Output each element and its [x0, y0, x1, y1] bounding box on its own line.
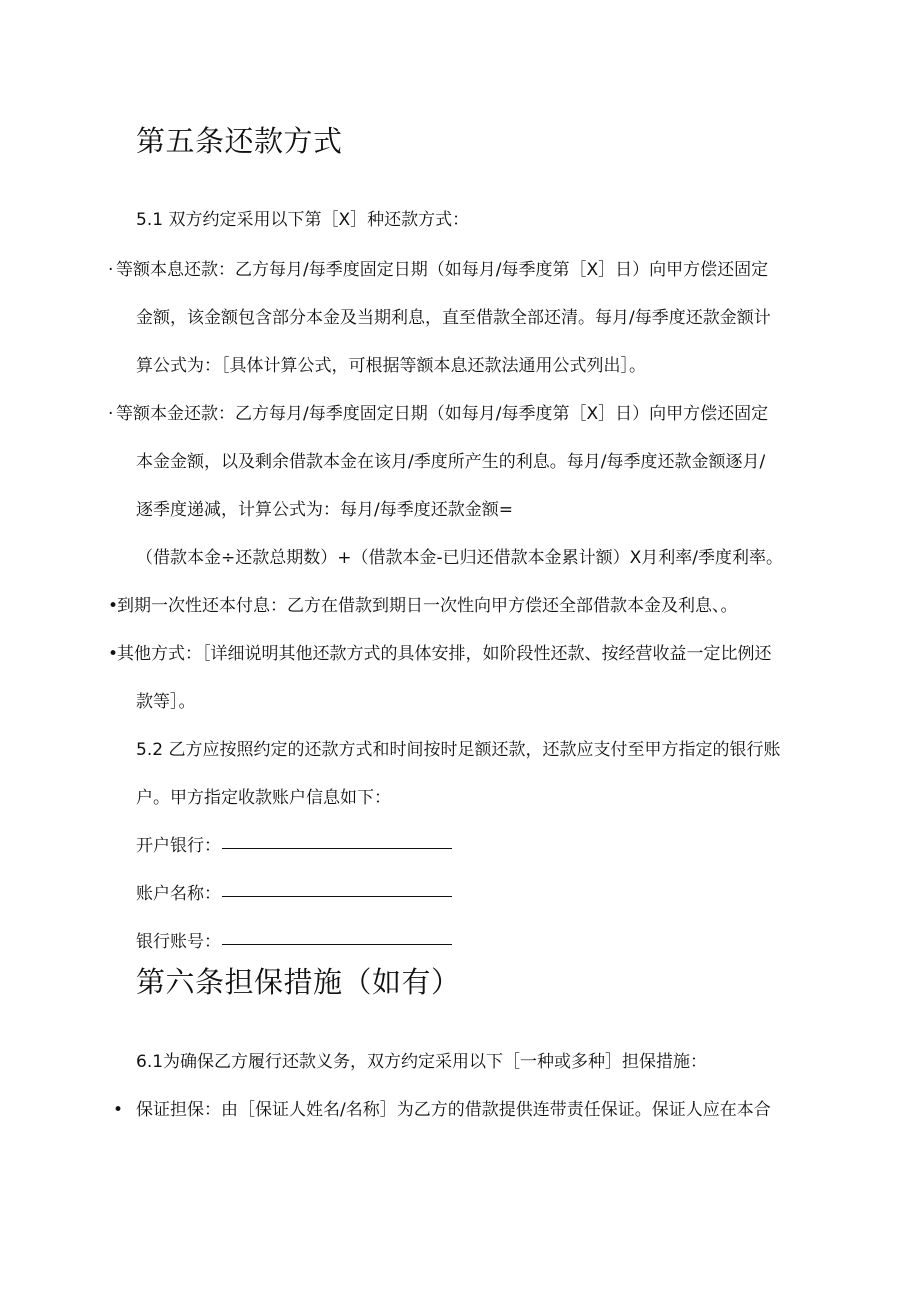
other-method-line-2: 款等］。: [136, 692, 196, 712]
equal-principal-line-2: 本金金额，以及剩余借款本金在该月/季度所产生的利息。每月/每季度还款金额逐月/: [136, 452, 766, 472]
clause-6-1: 6.1为确保乙方履行还款义务，双方约定采用以下［一种或多种］担保措施：: [136, 1052, 708, 1072]
bullet-dot: •: [113, 1100, 124, 1120]
guarantee-text: 保证担保：由［保证人姓名/名称］为乙方的借款提供连带责任保证。保证人应在本合: [136, 1100, 771, 1120]
clause-5-2-line-2: 户。甲方指定收款账户信息如下：: [136, 788, 391, 808]
equal-principal-line-1: 等额本金还款：乙方每月/每季度固定日期（如每月/每季度第［X］日）向甲方偿还固定: [116, 404, 769, 424]
bullet-dot: •: [108, 644, 119, 664]
clause-5-1: 5.1 双方约定采用以下第［X］种还款方式：: [136, 210, 470, 230]
account-number-blank: [222, 943, 452, 945]
bullet-dot: ·: [108, 260, 114, 280]
bullet-dot: •: [108, 596, 119, 616]
bank-name-blank: [222, 847, 452, 849]
equal-principal-line-3: 逐季度递减，计算公式为：每月/每季度还款金额=: [136, 500, 513, 520]
equal-installment-line-2: 金额，该金额包含部分本金及当期利息，直至借款全部还清。每月/每季度还款金额计: [136, 308, 771, 328]
article-6-title: 第六条担保措施（如有）: [136, 965, 461, 999]
account-number-row: [136, 930, 452, 954]
account-name-label: 账户名称：: [136, 884, 221, 904]
equal-principal-formula: （借款本金÷还款总期数）+（借款本金-已归还借款本金累计额）X月利率/季度利率。: [136, 548, 783, 568]
bank-name-label: 开户银行：: [136, 836, 221, 856]
article-5-title: 第五条还款方式: [136, 124, 343, 158]
clause-5-2-line-1: 5.2 乙方应按照约定的还款方式和时间按时足额还款，还款应支付至甲方指定的银行账: [136, 740, 781, 760]
other-method-line-1: 其他方式：［详细说明其他还款方式的具体安排，如阶段性还款、按经营收益一定比例还: [117, 644, 772, 664]
account-name-row: [136, 882, 452, 906]
account-name-blank: [222, 895, 452, 897]
account-number-label: 银行账号：: [136, 932, 221, 952]
equal-installment-line-1: 等额本息还款：乙方每月/每季度固定日期（如每月/每季度第［X］日）向甲方偿还固定: [116, 260, 769, 280]
bank-name-row: [136, 834, 452, 858]
bullet-payment-text: 到期一次性还本付息：乙方在借款到期日一次性向甲方偿还全部借款本金及利息、。: [117, 596, 738, 616]
equal-installment-line-3: 算公式为：［具体计算公式，可根据等额本息还款法通用公式列出］。: [136, 356, 646, 376]
bullet-dot: ·: [108, 404, 114, 424]
